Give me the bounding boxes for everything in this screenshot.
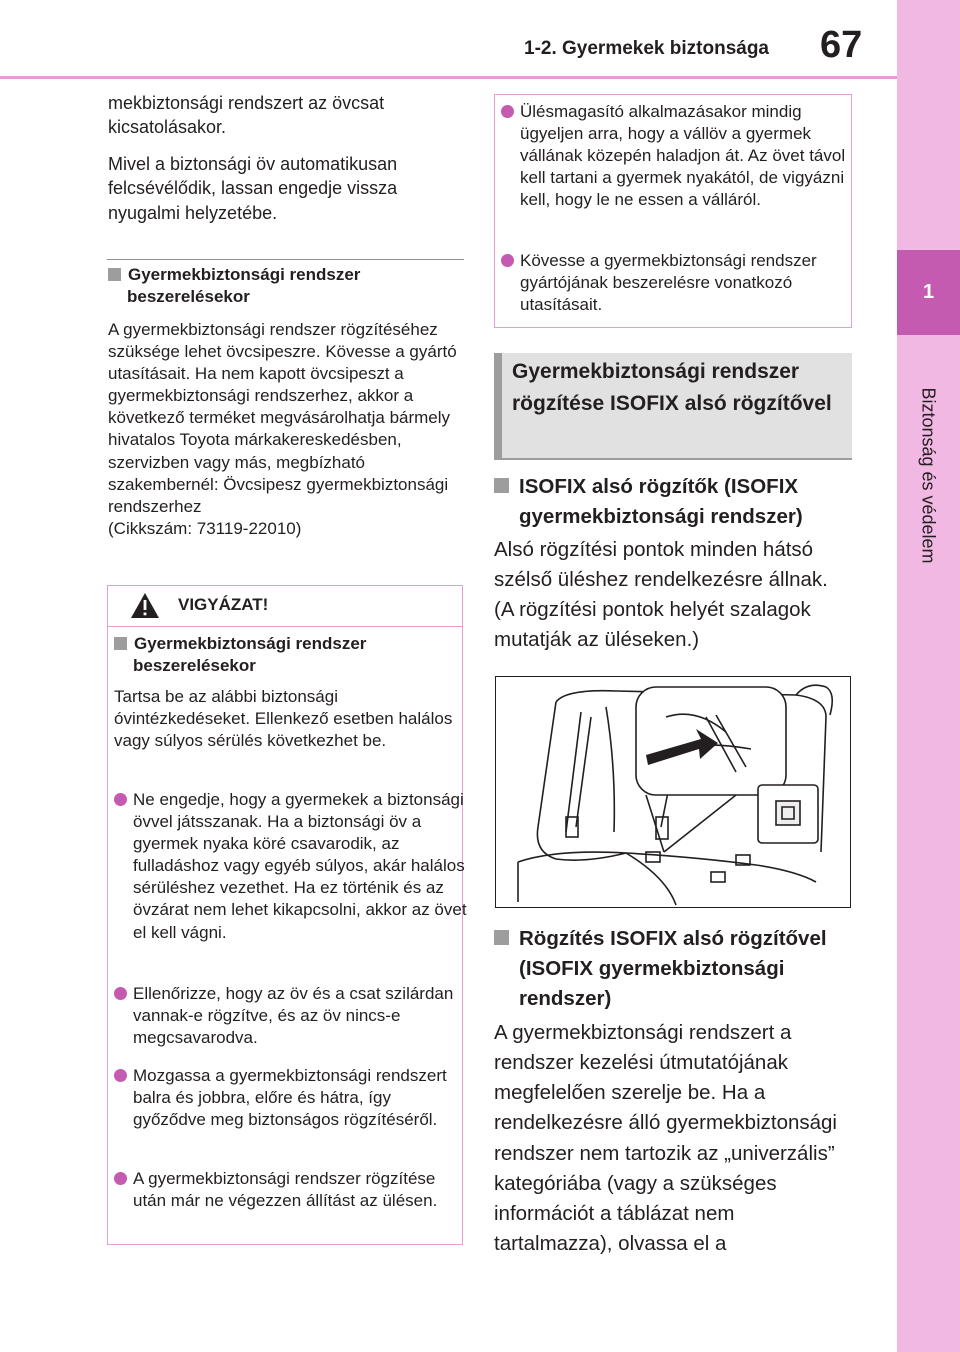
isofix-heading: ISOFIX alsó rögzítők (ISOFIX gyermekbiztonsági rendszer)	[494, 472, 869, 532]
isofix-seat-drawing	[496, 677, 850, 907]
isofix-attach-heading: Rögzítés ISOFIX alsó rögzítővel (ISOFIX gyermekbiztonsági rendszer)	[494, 924, 874, 1014]
paragraph-continued: mekbiztonsági rendszert az övcsat kicsatolásakor.	[108, 93, 385, 138]
isofix-body: Alsó rögzítési pontok minden hátsó szélső üléshez rendelkezésre állnak. (A rögzítési pontok helyét szalagok mutatják az üléseken.)	[494, 538, 828, 652]
paragraph-retractor: Mivel a biztonsági öv automatikusan felcsévélődik, lassan engedje vissza nyugalmi helyzetébe.	[108, 154, 398, 223]
warning-item: A gyermekbiztonsági rendszer rögzítése után már ne végezzen állítást az ülésen.	[114, 1168, 468, 1212]
caution-item: Ülésmagasító alkalmazásakor mindig ügyeljen arra, hogy a vállöv a gyermek vállának közepén haladjon át. Az övet távol kell tartani a gyermek nyakától, de vigyázni kell, hogy le ne essen a válláról.	[501, 101, 855, 211]
warning-header	[108, 586, 462, 627]
side-tab	[897, 0, 960, 1352]
side-tab-number: 1	[897, 250, 960, 335]
square-bullet-icon	[494, 930, 509, 945]
warning-title: VIGYÁZAT!	[178, 595, 269, 614]
page-number: 67	[820, 24, 863, 66]
bullet-dot-icon	[114, 793, 127, 806]
warning-intro: Tartsa be az alábbi biztonsági óvintézkedéseket. Ellenkező esetben halálos vagy súlyos sérülés következhet be.	[114, 687, 453, 751]
install-heading: Gyermekbiztonsági rendszer beszerelésekor	[108, 264, 457, 308]
side-tab-label: Biztonság és védelem	[918, 386, 939, 564]
section-heading-rule	[494, 458, 852, 460]
section-heading-bar	[494, 353, 502, 460]
square-bullet-icon	[494, 478, 509, 493]
bullet-dot-icon	[501, 254, 514, 267]
warning-item: Ne engedje, hogy a gyermekek a biztonsági övvel játsszanak. Ha a biztonsági öv a gyermek nyaka köré csavarodik, az fulladáshoz vagy egyéb súlyos, akár halálos sérüléshez vezethet. Ha ez történik és az övzárat nem lehet kikapcsolni, akkor az övet el kell vágni.	[114, 789, 468, 944]
warning-item: Mozgassa a gyermekbiztonsági rendszert balra és jobbra, előre és hátra, így győződve meg biztonságos rögzítéséről.	[114, 1065, 468, 1131]
seat-illustration	[495, 676, 851, 908]
bullet-dot-icon	[501, 105, 514, 118]
caution-item: Kövesse a gyermekbiztonsági rendszer gyártójának beszerelésre vonatkozó utasításait.	[501, 250, 855, 316]
header-rule	[0, 76, 897, 79]
square-bullet-icon	[114, 637, 127, 650]
chapter-title: 1-2. Gyermekek biztonsága	[524, 38, 769, 59]
square-bullet-icon	[108, 268, 121, 281]
warning-subheading: Gyermekbiztonsági rendszer beszerelésekor	[114, 633, 453, 677]
isofix-attach-body: A gyermekbiztonsági rendszert a rendszer kezelési útmutatójának megfelelően szerelje be. Ha a rendelkezésre álló gyermekbiztonsági rendszer nem tartozik az „univerzális” kategóriába (vagy a szükséges információt a táblázat nem tartalmazza), olvassa el a	[494, 1021, 837, 1255]
warning-item: Ellenőrizze, hogy az öv és a csat szilárdan vannak-e rögzítve, és az öv nincs-e megcsavarodva.	[114, 983, 468, 1049]
warning-triangle-icon	[130, 592, 160, 619]
part-number: (Cikkszám: 73119-22010)	[108, 518, 302, 538]
bullet-dot-icon	[114, 1172, 127, 1185]
section-heading: Gyermekbiztonsági rendszer rögzítése ISOFIX alsó rögzítővel	[512, 360, 832, 415]
bullet-dot-icon	[114, 1069, 127, 1082]
install-body: A gyermekbiztonsági rendszer rögzítéséhez szüksége lehet övcsipeszre. Kövesse a gyártó utasításait. Ha nem kapott övcsipeszt a gyermekbiztonsági rendszerhez, akkor a következő terméket megvásárolhatja bármely hivatalos Toyota márkakereskedésben, szervizben vagy más, megbízható szakembernél: Övcsipesz gyermekbiztonsági rendszerhez (Cikkszám: 73119-22010)	[108, 320, 457, 538]
section-separator	[107, 259, 464, 260]
bullet-dot-icon	[114, 987, 127, 1000]
